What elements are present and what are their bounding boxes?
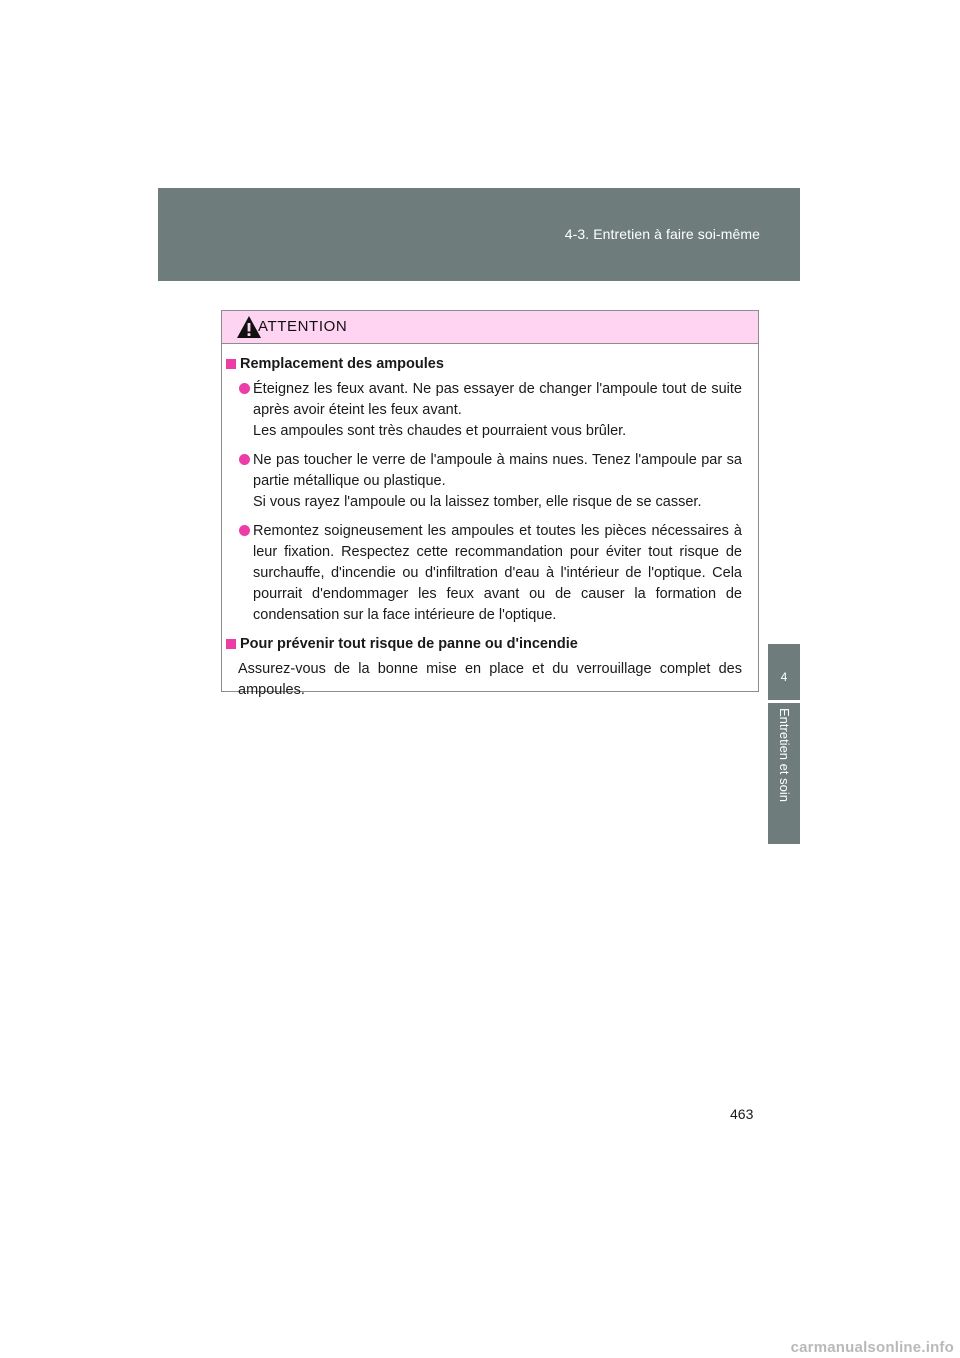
- square-bullet-icon: [226, 359, 236, 369]
- chapter-divider: [768, 700, 800, 703]
- bullet-text: Éteignez les feux avant. Ne pas essayer de changer l'ampoule tout de suite après avoir éteint les feux avant.: [253, 381, 742, 418]
- chapter-title: Entretien et soin: [777, 708, 792, 802]
- header-band: [158, 188, 800, 281]
- chapter-number: 4: [780, 670, 788, 684]
- chapter-side-tab: [768, 644, 800, 844]
- bullet-text: Remontez soigneusement les ampoules et toutes les pièces nécessaires à leur fixation. Respectez cette recommandation pour éviter tout risque de surchauffe, d'incendie ou d'infiltration d'eau à l'intérieur de l'optique. Cela pourrait d'endommager les feux avant ou de causer la formation de condensation sur la face intérieure de l'optique.: [253, 523, 742, 623]
- circle-bullet-icon: [239, 383, 250, 394]
- attention-title: ATTENTION: [258, 318, 348, 335]
- bullet-text: Les ampoules sont très chaudes et pourraient vous brûler.: [253, 423, 627, 439]
- circle-bullet-icon: [239, 525, 250, 536]
- circle-bullet-icon: [239, 454, 250, 465]
- bullet-text: Ne pas toucher le verre de l'ampoule à mains nues. Tenez l'ampoule par sa partie métallique ou plastique.: [253, 452, 742, 489]
- attention-content: [222, 344, 758, 701]
- section-paragraph: Assurez-vous de la bonne mise en place et du verrouillage complet des ampoules.: [238, 661, 742, 698]
- square-bullet-icon: [226, 639, 236, 649]
- page-number: 463: [730, 1106, 754, 1122]
- attention-box: [221, 310, 759, 698]
- section-heading: Pour prévenir tout risque de panne ou d'incendie: [222, 634, 742, 655]
- section-heading: Remplacement des ampoules: [222, 354, 742, 375]
- watermark: carmanualsonline.info: [790, 1339, 954, 1356]
- attention-header: [222, 311, 758, 344]
- list-item: [222, 379, 742, 442]
- bullet-text: Si vous rayez l'ampoule ou la laissez tomber, elle risque de se casser.: [253, 494, 702, 510]
- section-title: 4-3. Entretien à faire soi-même: [564, 226, 760, 242]
- list-item: [222, 450, 742, 513]
- list-item: [222, 521, 742, 626]
